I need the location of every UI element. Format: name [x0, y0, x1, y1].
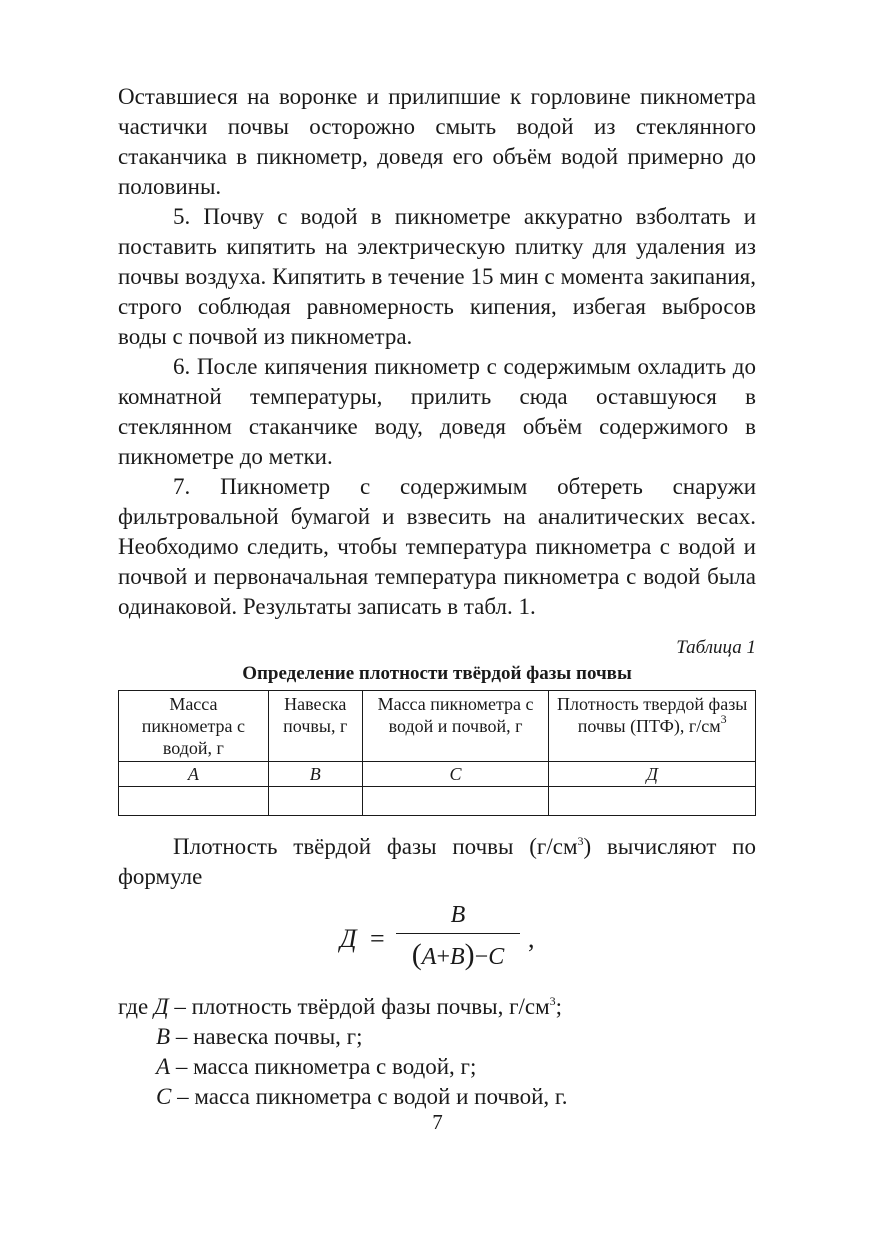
table-empty-row	[119, 787, 756, 816]
letter-cell: А	[119, 762, 269, 787]
letter-cell: Д	[549, 762, 756, 787]
den-b: B	[449, 944, 465, 970]
legend-a-text: – масса пикнометра с водой, г;	[170, 1054, 477, 1079]
paragraph-intro: Оставшиеся на воронке и прилипшие к горловине пикнометра частички почвы осторожно смыть водой из стеклянного стаканчика в пикнометр, доведя его объём водой примерно до половины.	[118, 84, 756, 199]
formula-comma: ,	[528, 924, 535, 953]
legend-intro: где	[118, 994, 149, 1019]
den-minus: −	[474, 944, 489, 970]
empty-cell	[119, 787, 269, 816]
formula-numerator: B	[450, 902, 466, 928]
page-number: 7	[432, 1110, 443, 1134]
formula-lhs: Д	[340, 924, 357, 953]
page-body	[118, 82, 756, 1112]
legend-c-var: С	[156, 1084, 172, 1109]
formula-equals: =	[370, 924, 385, 953]
formula-intro-text: Плотность твёрдой фазы почвы (г/см	[173, 834, 578, 859]
formula-intro-sup: 3	[577, 834, 584, 848]
legend-d	[118, 992, 756, 1022]
legend-d-end: ;	[555, 994, 563, 1019]
legend-d-var: Д	[153, 994, 169, 1019]
variable-legend	[118, 992, 756, 1112]
legend-b-text: – навеска почвы, г;	[170, 1024, 363, 1049]
paragraph-step-6: 6. После кипячения пикнометр с содержимым охладить до комнатной температуры, прилить сюда оставшуюся в стеклянном стаканчике воду, доведя объём содержимого в пикнометре до метки.	[118, 354, 756, 469]
paragraph-step-5: 5. Почву с водой в пикнометре аккуратно взболтать и поставить кипятить на электрическую плитку для удаления из почвы воздуха. Кипятить в течение 15 мин с момента закипания, строго соблюдая равномерность кипения, избегая выбросов воды с почвой из пикнометра.	[118, 204, 756, 349]
fraction-bar	[396, 933, 520, 934]
legend-a-var: А	[156, 1054, 171, 1079]
header-soil-sample: Навеска почвы, г	[268, 691, 362, 762]
formula-intro-end: ) вычисляют по формуле	[118, 834, 756, 889]
empty-cell	[268, 787, 362, 816]
den-plus: +	[436, 944, 450, 970]
header-density-text: Плотность твердой фазы почвы (ПТФ), г/см	[556, 694, 748, 736]
header-solid-phase-density	[549, 691, 756, 762]
header-density-sup: 3	[720, 712, 727, 726]
table-letters-row	[119, 762, 756, 787]
den-a: A	[421, 944, 437, 970]
density-formula	[118, 900, 756, 978]
den-c: C	[488, 944, 505, 970]
letter-cell: С	[362, 762, 549, 787]
legend-c	[118, 1082, 756, 1112]
density-table	[118, 690, 756, 816]
letter-cell: В	[268, 762, 362, 787]
header-mass-pycnometer-water-soil: Масса пикнометра с водой и почвой, г	[362, 691, 549, 762]
formula-intro	[118, 832, 756, 892]
legend-d-text: – плотность твёрдой фазы почвы, г/см	[168, 994, 550, 1019]
legend-d-sup: 3	[549, 994, 556, 1008]
legend-b-var: В	[156, 1024, 171, 1049]
legend-a	[118, 1052, 756, 1082]
empty-cell	[549, 787, 756, 816]
table-caption: Таблица 1	[676, 637, 756, 658]
table-title: Определение плотности твёрдой фазы почвы	[242, 663, 632, 684]
formula-denominator: (A+B)−C	[411, 938, 505, 971]
legend-c-text: – масса пикнометра с водой и почвой, г.	[171, 1084, 568, 1109]
paragraph-step-7: 7. Пикнометр с содержимым обтереть снаружи фильтровальной бумагой и взвесить на аналитических весах. Необходимо следить, чтобы температура пикнометра с водой и почвой и первоначальная температура пикнометра с водой была одинаковой. Результаты записать в табл. 1.	[118, 474, 756, 619]
table-header-row	[119, 691, 756, 762]
empty-cell	[362, 787, 549, 816]
header-mass-pycnometer-water: Масса пикнометра с водой, г	[119, 691, 269, 762]
legend-b	[118, 1022, 756, 1052]
